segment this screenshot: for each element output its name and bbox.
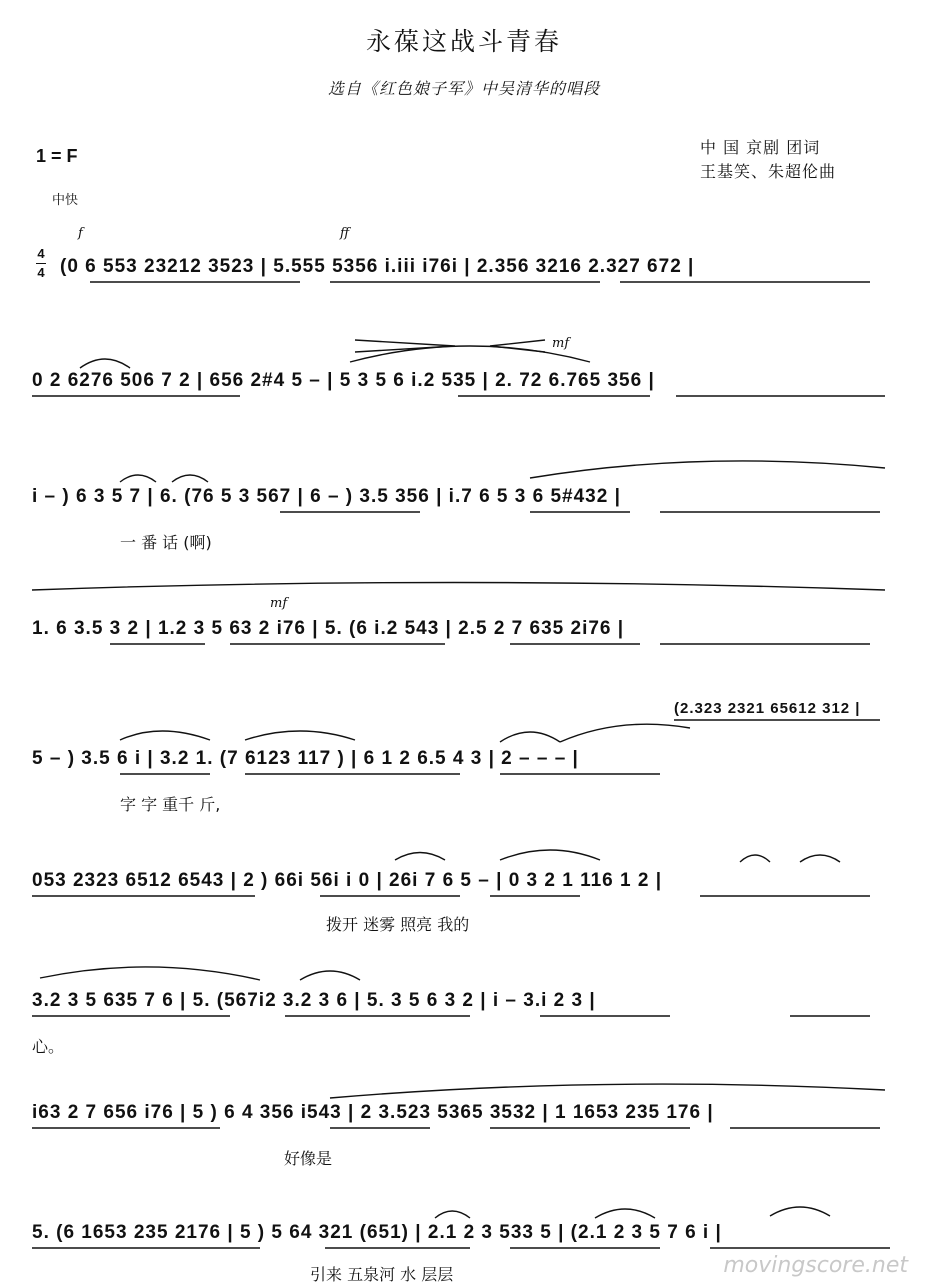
slur <box>800 855 840 862</box>
score-row-5-upper: (2.323 2321 65612 312 | <box>674 700 861 717</box>
score-row-9: 5. (6 1653 235 2176 | 5 ) 5 64 321 (651) | 2.1 2 3 533 5 | (2.1 2 3 5 7 6 i | <box>32 1222 722 1243</box>
slur <box>435 1211 470 1218</box>
song-subtitle: 选自《红色娘子军》中吴清华的唱段 <box>327 79 600 98</box>
time-signature-bottom: 4 <box>37 265 45 280</box>
score-row-1: (0 6 553 23212 3523 | 5.555 5356 i.iii i76i | 2.356 3216 2.327 672 | <box>60 256 695 277</box>
crescendo-hairpin <box>490 340 545 352</box>
score-row-6: 053 2323 6512 6543 | 2 ) 66i 56i i 0 | 26i 7 6 5 – | 0 3 2 1 116 1 2 | <box>32 870 663 891</box>
slur <box>120 475 156 482</box>
lyrics-row-7: 心。 <box>32 1037 65 1056</box>
score-row-4: 1. 6 3.5 3 2 | 1.2 3 5 63 2 i76 | 5. (6 i.2 543 | 2.5 2 7 635 2i76 | <box>32 618 625 639</box>
score-row-5: 5 – ) 3.5 6 i | 3.2 1. (7 6123 117 ) | 6 1 2 6.5 4 3 | 2 – – – | <box>32 748 579 769</box>
lyrics-row-9: 引来 五泉河 水 层层 <box>310 1265 454 1284</box>
slur <box>740 855 770 862</box>
dynamic-mf: mf <box>552 336 570 351</box>
slur <box>770 1207 830 1216</box>
slur <box>80 359 130 368</box>
dynamic-f: f <box>78 226 83 241</box>
dynamic-ff: ff <box>340 226 350 241</box>
score-row-2: 0 2 6276 506 7 2 | 656 2#4 5 – | 5 3 5 6 i.2 535 | 2. 72 6.765 356 | <box>32 370 655 391</box>
lyrics-row-6: 拨开 迷雾 照亮 我的 <box>326 915 470 934</box>
slur <box>40 967 260 980</box>
song-title: 永葆这战斗青春 <box>365 27 562 56</box>
lyrics-row-5: 字 字 重千 斤, <box>120 795 221 814</box>
slur <box>300 971 360 980</box>
tempo-marking: 中快 <box>52 193 79 208</box>
slur <box>595 1209 655 1218</box>
lyrics-row-3: 一 番 话 (啊) <box>120 533 212 552</box>
score-row-7: 3.2 3 5 635 7 6 | 5. (567i2 3.2 3 6 | 5. 3 5 6 3 2 | i – 3.i 2 3 | <box>32 990 596 1011</box>
slur <box>500 732 560 742</box>
slur <box>172 475 208 482</box>
key-signature: 1 = F <box>36 146 78 166</box>
slur <box>560 724 690 742</box>
lyrics-row-8: 好像是 <box>284 1149 333 1168</box>
slur <box>500 850 600 860</box>
slur <box>530 461 885 478</box>
slur <box>350 346 590 362</box>
watermark: movingscore.net <box>723 1253 908 1278</box>
slur <box>245 731 355 740</box>
slur <box>32 583 885 591</box>
lyricist-credit: 中 国 京剧 团词 <box>700 138 821 157</box>
slur <box>330 1084 885 1098</box>
dynamic-mf-2: mf <box>270 596 288 611</box>
score-row-3: i – ) 6 3 5 7 | 6. (76 5 3 567 | 6 – ) 3.5 356 | i.7 6 5 3 6 5#432 | <box>32 486 621 507</box>
score-row-8: i63 2 7 656 i76 | 5 ) 6 4 356 i543 | 2 3.523 5365 3532 | 1 1653 235 176 | <box>32 1102 714 1123</box>
slur <box>395 853 445 861</box>
slur <box>120 731 210 740</box>
composer-credit: 王基笑、朱超伦曲 <box>700 162 837 181</box>
time-signature-top: 4 <box>37 246 45 261</box>
